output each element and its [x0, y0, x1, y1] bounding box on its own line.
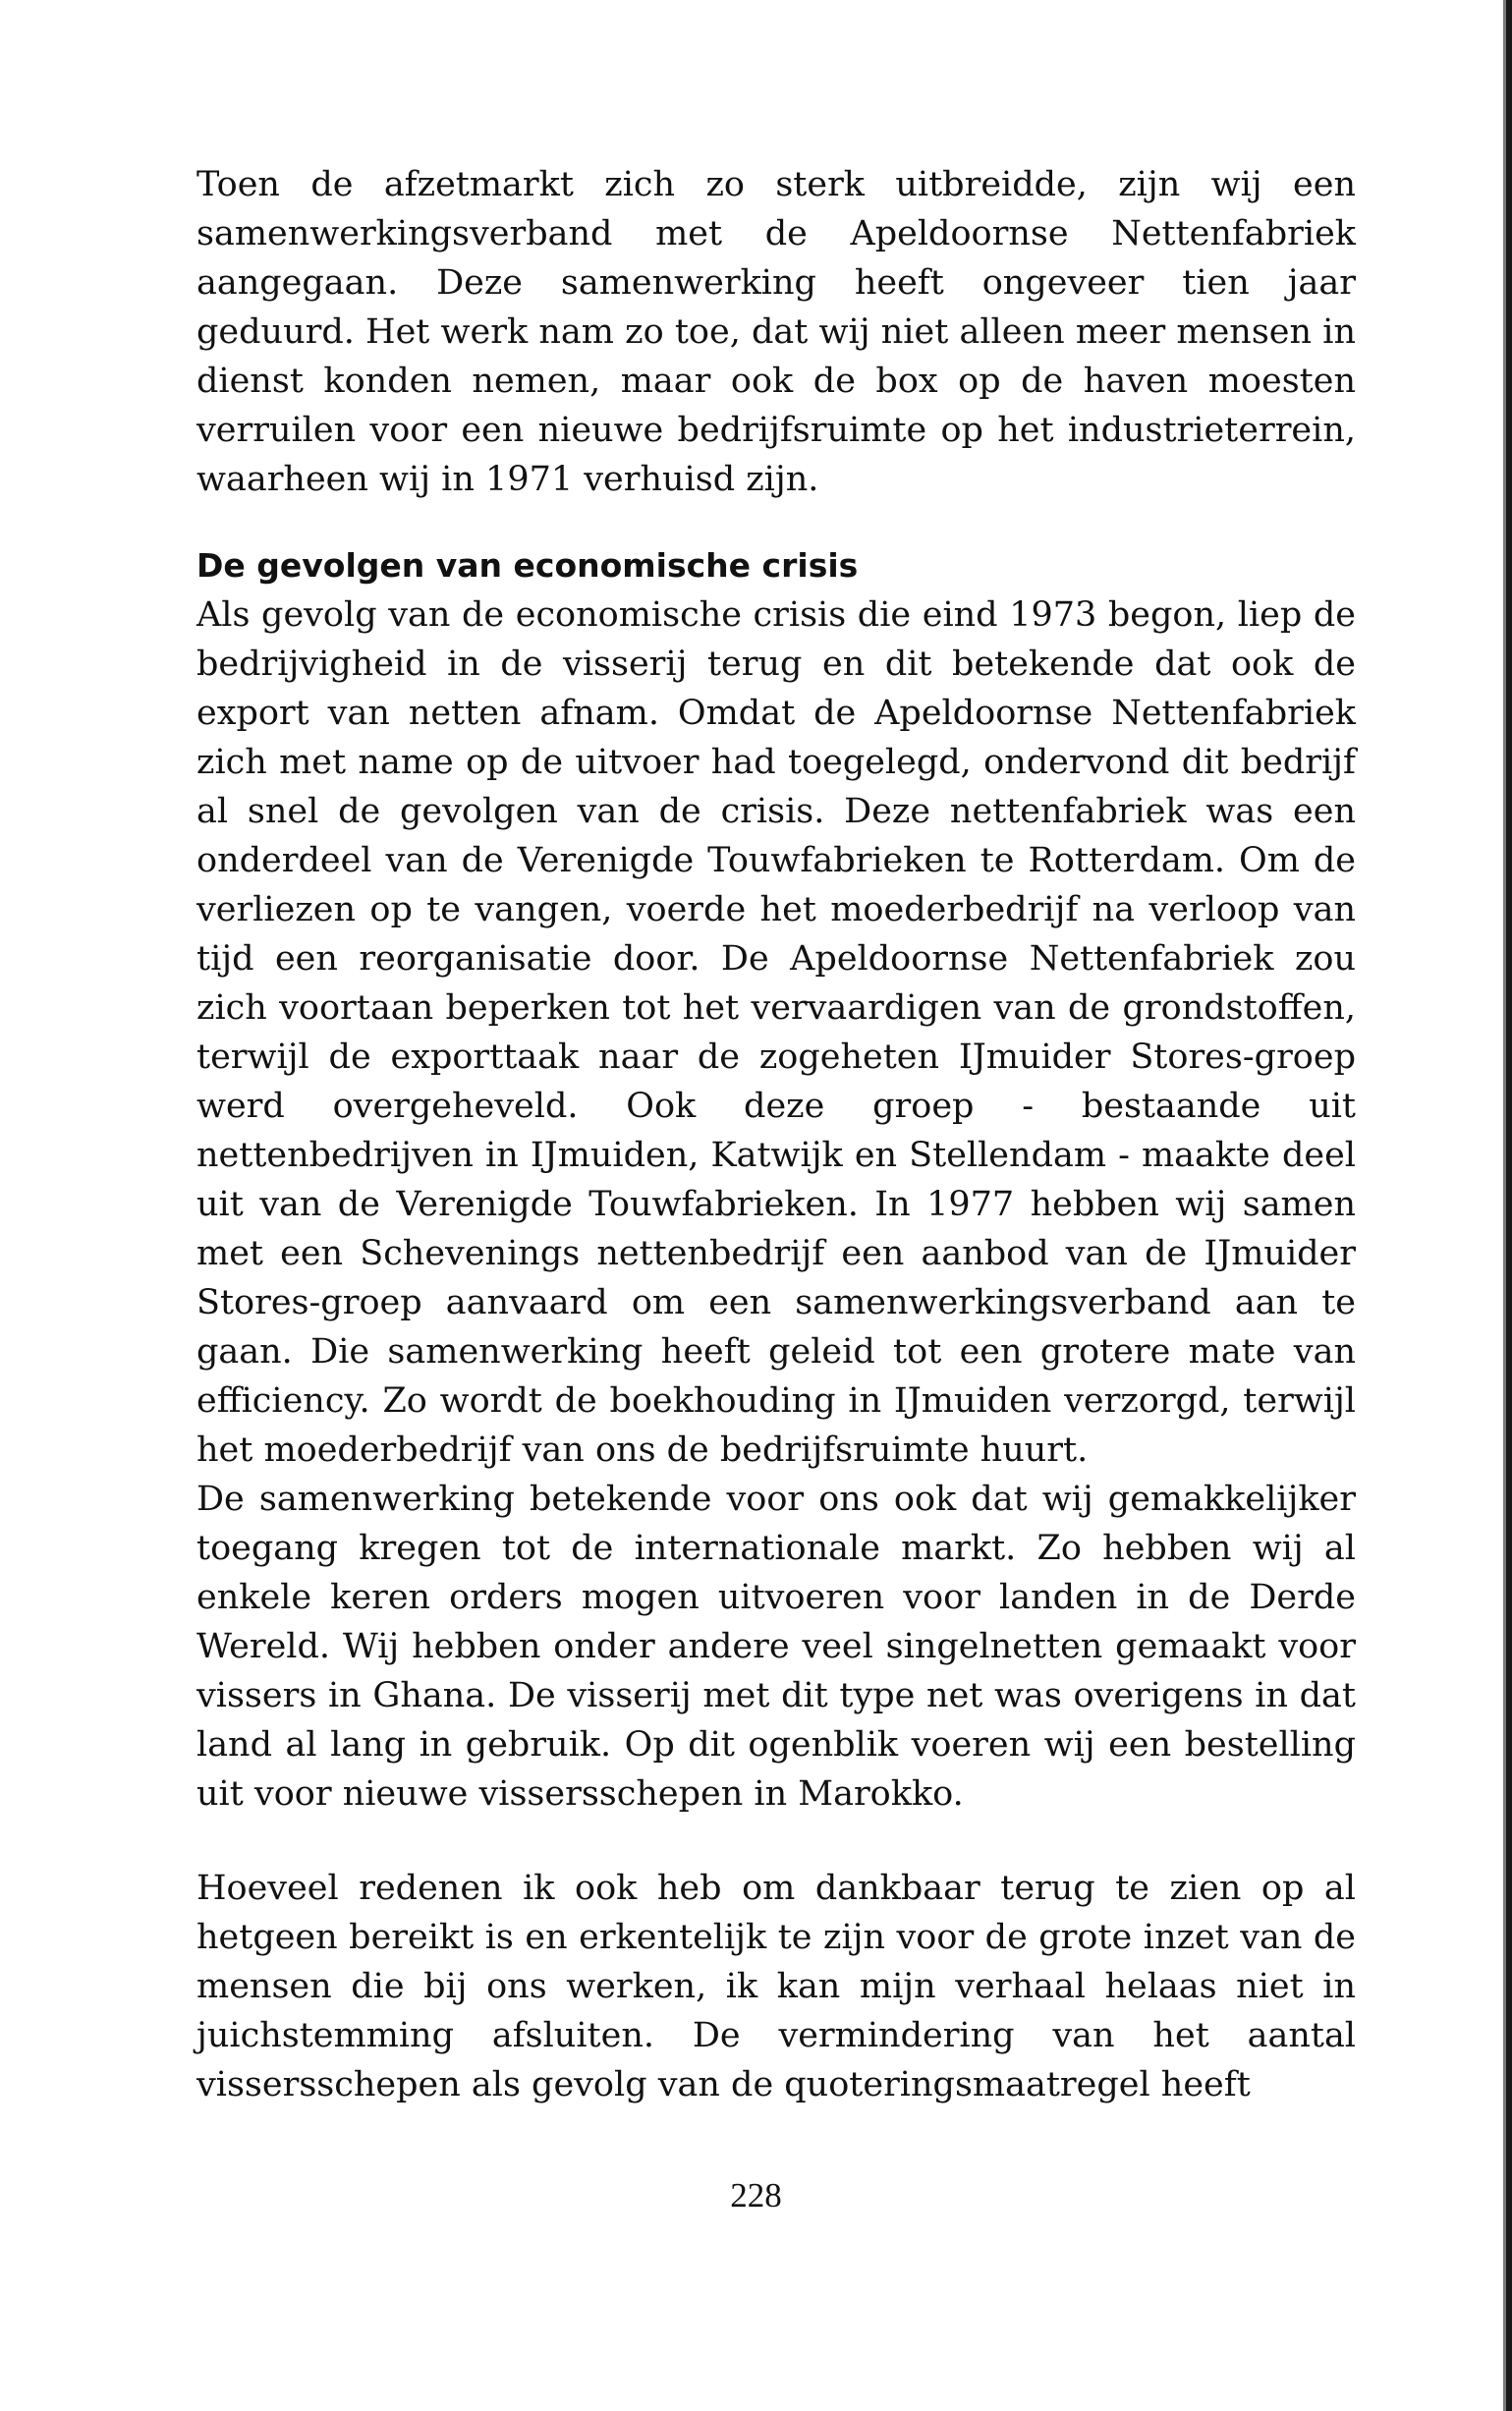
crisis-text-block: [196, 590, 1356, 1819]
paragraph-intro: Toen de afzetmarkt zich zo sterk uitbreidde, zijn wij een samenwerkingsverband met de Apeldoornse Nettenfabriek aangegaan. Deze samenwerking heeft ongeveer tien jaar geduurd. Het werk nam zo toe, dat wij niet alleen meer mensen in dienst konden nemen, maar ook de box op de haven moesten verruilen voor een nieuwe bedrijfsruimte op het industrieterrein, waarheen wij in 1971 verhuisd zijn.: [196, 165, 1356, 499]
closing-text-block: [196, 1864, 1356, 2109]
section-heading: De gevolgen van economische crisis: [196, 546, 859, 585]
paragraph-closing: Hoeveel redenen ik ook heb om dankbaar terug te zien op al hetgeen bereikt is en erkentelijk te zijn voor de grote inzet van de mensen die bij ons werken, ik kan mijn verhaal helaas niet in juichstemming afsluiten. De vermindering van het aantal vissersschepen als gevolg van de quoteringsmaatregel heeft: [196, 1869, 1356, 2104]
page-number: 228: [730, 2176, 782, 2215]
intro-text-block: [196, 160, 1356, 504]
page-edge: [1506, 0, 1512, 2411]
paragraph-crisis: Als gevolg van de economische crisis die eind 1973 begon, liep de bedrijvigheid in de visserij terug en dit betekende dat ook de export van netten afnam. Omdat de Apeldoornse Nettenfabriek zich met name op de uitvoer had toegelegd, ondervond dit bedrijf al snel de gevolgen van de crisis. Deze nettenfabriek was een onderdeel van de Verenigde Touwfabrieken te Rotterdam. Om de verliezen op te vangen, voerde het moederbedrijf na verloop van tijd een reorganisatie door. De Apeldoornse Nettenfabriek zou zich voortaan beperken tot het vervaardigen van de grondstoffen, terwijl de exporttaak naar de zogeheten IJmuider Stores-groep werd overgeheveld. Ook deze groep - bestaande uit nettenbedrijven in IJmuiden, Katwijk en Stellendam - maakte deel uit van de Verenigde Touwfabrieken. In 1977 hebben wij samen met een Schevenings nettenbedrijf een aanbod van de IJmuider Stores-groep aanvaard om een samenwerkingsverband aan te gaan. Die samenwerking heeft geleid tot een grotere mate van efficiency. Zo wordt de boekhouding in IJmuiden verzorgd, terwijl het moederbedrijf van ons de bedrijfsruimte huurt.: [196, 595, 1356, 1470]
paragraph-market: De samenwerking betekende voor ons ook dat wij gemakkelijker toegang kregen tot de internationale markt. Zo hebben wij al enkele keren orders mogen uitvoeren voor landen in de Derde Wereld. Wij hebben onder andere veel singelnetten gemaakt voor vissers in Ghana. De visserij met dit type net was overigens in dat land al lang in gebruik. Op dit ogenblik voeren wij een bestelling uit voor nieuwe vissersschepen in Marokko.: [196, 1480, 1356, 1814]
